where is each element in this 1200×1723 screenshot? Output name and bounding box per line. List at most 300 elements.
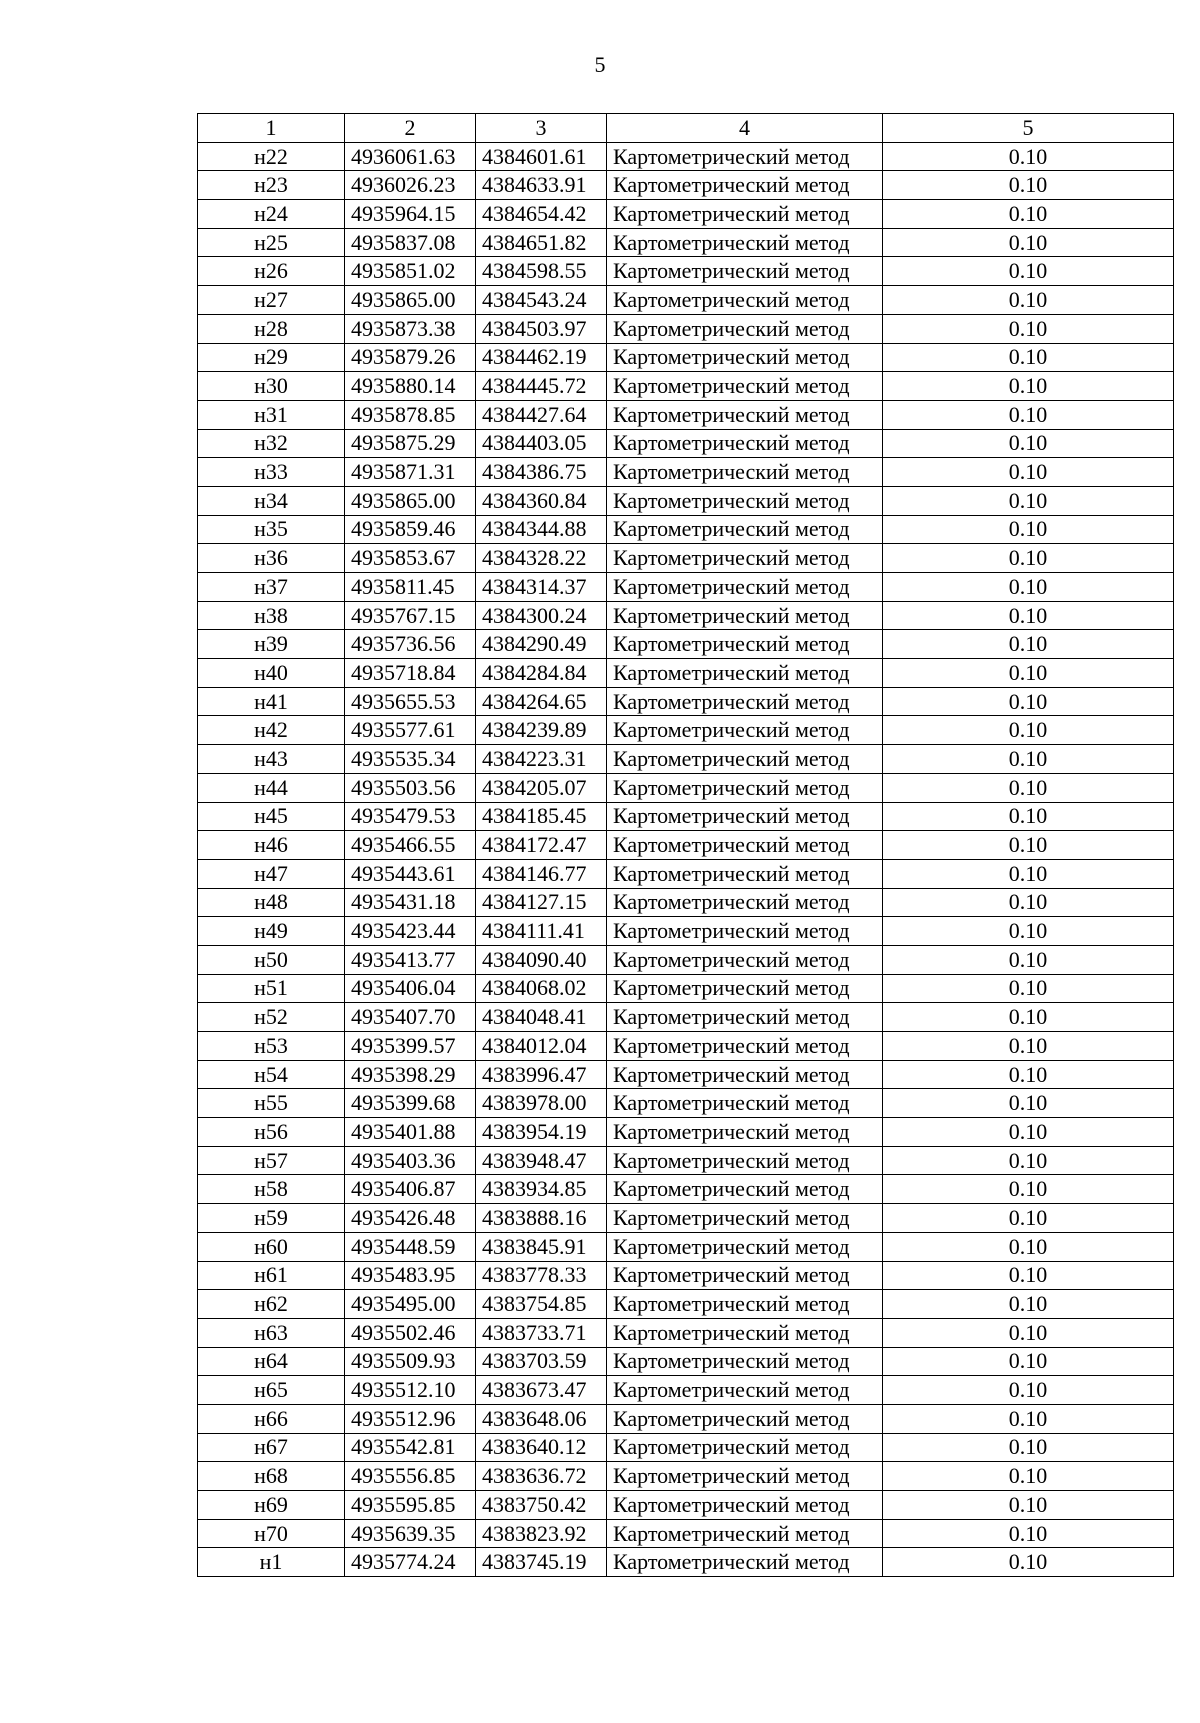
x-coordinate-cell: 4935443.61	[345, 859, 476, 888]
y-coordinate-cell: 4383754.85	[476, 1290, 607, 1319]
y-coordinate-cell: 4384223.31	[476, 745, 607, 774]
method-cell: Картометрический метод	[607, 142, 883, 171]
x-coordinate-cell: 4935448.59	[345, 1232, 476, 1261]
point-name-cell: н29	[198, 343, 345, 372]
y-coordinate-cell: 4384598.55	[476, 257, 607, 286]
point-name-cell: н59	[198, 1204, 345, 1233]
table-row	[198, 1003, 1174, 1032]
point-name-cell: н24	[198, 200, 345, 229]
point-name-cell: н60	[198, 1232, 345, 1261]
method-cell: Картометрический метод	[607, 1089, 883, 1118]
point-name-cell: н61	[198, 1261, 345, 1290]
table-row	[198, 544, 1174, 573]
method-cell: Картометрический метод	[607, 974, 883, 1003]
x-coordinate-cell: 4935406.87	[345, 1175, 476, 1204]
y-coordinate-cell: 4383996.47	[476, 1060, 607, 1089]
x-coordinate-cell: 4935509.93	[345, 1347, 476, 1376]
x-coordinate-cell: 4935577.61	[345, 716, 476, 745]
point-name-cell: н64	[198, 1347, 345, 1376]
accuracy-cell: 0.10	[883, 716, 1174, 745]
table-row	[198, 1433, 1174, 1462]
point-name-cell: н49	[198, 917, 345, 946]
x-coordinate-cell: 4935535.34	[345, 745, 476, 774]
x-coordinate-cell: 4935503.56	[345, 773, 476, 802]
point-name-cell: н25	[198, 228, 345, 257]
method-cell: Картометрический метод	[607, 1003, 883, 1032]
x-coordinate-cell: 4936061.63	[345, 142, 476, 171]
point-name-cell: н63	[198, 1318, 345, 1347]
accuracy-cell: 0.10	[883, 1118, 1174, 1147]
y-coordinate-cell: 4384328.22	[476, 544, 607, 573]
point-name-cell: н55	[198, 1089, 345, 1118]
y-coordinate-cell: 4384012.04	[476, 1032, 607, 1061]
column-header: 1	[198, 114, 345, 143]
method-cell: Картометрический метод	[607, 859, 883, 888]
accuracy-cell: 0.10	[883, 859, 1174, 888]
y-coordinate-cell: 4384503.97	[476, 314, 607, 343]
y-coordinate-cell: 4384300.24	[476, 601, 607, 630]
method-cell: Картометрический метод	[607, 228, 883, 257]
x-coordinate-cell: 4935413.77	[345, 945, 476, 974]
table-row	[198, 1290, 1174, 1319]
x-coordinate-cell: 4935880.14	[345, 372, 476, 401]
accuracy-cell: 0.10	[883, 1146, 1174, 1175]
x-coordinate-cell: 4935736.56	[345, 630, 476, 659]
x-coordinate-cell: 4935495.00	[345, 1290, 476, 1319]
x-coordinate-cell: 4935542.81	[345, 1433, 476, 1462]
method-cell: Картометрический метод	[607, 945, 883, 974]
table-row	[198, 1491, 1174, 1520]
method-cell: Картометрический метод	[607, 1290, 883, 1319]
method-cell: Картометрический метод	[607, 745, 883, 774]
x-coordinate-cell: 4935407.70	[345, 1003, 476, 1032]
column-header: 2	[345, 114, 476, 143]
table-row	[198, 429, 1174, 458]
column-header: 5	[883, 114, 1174, 143]
method-cell: Картометрический метод	[607, 802, 883, 831]
method-cell: Картометрический метод	[607, 1491, 883, 1520]
point-name-cell: н28	[198, 314, 345, 343]
accuracy-cell: 0.10	[883, 1462, 1174, 1491]
x-coordinate-cell: 4935466.55	[345, 831, 476, 860]
accuracy-cell: 0.10	[883, 773, 1174, 802]
accuracy-cell: 0.10	[883, 1089, 1174, 1118]
y-coordinate-cell: 4384654.42	[476, 200, 607, 229]
y-coordinate-cell: 4384048.41	[476, 1003, 607, 1032]
point-name-cell: н69	[198, 1491, 345, 1520]
table-row	[198, 1376, 1174, 1405]
table-row	[198, 1232, 1174, 1261]
accuracy-cell: 0.10	[883, 1491, 1174, 1520]
table-row	[198, 314, 1174, 343]
accuracy-cell: 0.10	[883, 1347, 1174, 1376]
method-cell: Картометрический метод	[607, 716, 883, 745]
x-coordinate-cell: 4935556.85	[345, 1462, 476, 1491]
y-coordinate-cell: 4384264.65	[476, 687, 607, 716]
x-coordinate-cell: 4935718.84	[345, 659, 476, 688]
accuracy-cell: 0.10	[883, 1003, 1174, 1032]
point-name-cell: н51	[198, 974, 345, 1003]
table-row	[198, 687, 1174, 716]
x-coordinate-cell: 4935399.68	[345, 1089, 476, 1118]
y-coordinate-cell: 4383888.16	[476, 1204, 607, 1233]
accuracy-cell: 0.10	[883, 171, 1174, 200]
method-cell: Картометрический метод	[607, 544, 883, 573]
accuracy-cell: 0.10	[883, 1060, 1174, 1089]
point-name-cell: н48	[198, 888, 345, 917]
y-coordinate-cell: 4384427.64	[476, 400, 607, 429]
table-row	[198, 1462, 1174, 1491]
x-coordinate-cell: 4935398.29	[345, 1060, 476, 1089]
page-number: 5	[594, 52, 606, 77]
point-name-cell: н47	[198, 859, 345, 888]
accuracy-cell: 0.10	[883, 228, 1174, 257]
method-cell: Картометрический метод	[607, 486, 883, 515]
x-coordinate-cell: 4935479.53	[345, 802, 476, 831]
method-cell: Картометрический метод	[607, 1548, 883, 1577]
accuracy-cell: 0.10	[883, 286, 1174, 315]
y-coordinate-cell: 4384651.82	[476, 228, 607, 257]
accuracy-cell: 0.10	[883, 1290, 1174, 1319]
table-row	[198, 1204, 1174, 1233]
column-header: 3	[476, 114, 607, 143]
table-row	[198, 573, 1174, 602]
table-row	[198, 802, 1174, 831]
y-coordinate-cell: 4384146.77	[476, 859, 607, 888]
x-coordinate-cell: 4935502.46	[345, 1318, 476, 1347]
y-coordinate-cell: 4384172.47	[476, 831, 607, 860]
table-row	[198, 745, 1174, 774]
point-name-cell: н53	[198, 1032, 345, 1061]
y-coordinate-cell: 4383745.19	[476, 1548, 607, 1577]
point-name-cell: н43	[198, 745, 345, 774]
accuracy-cell: 0.10	[883, 888, 1174, 917]
y-coordinate-cell: 4384633.91	[476, 171, 607, 200]
table-row	[198, 171, 1174, 200]
method-cell: Картометрический метод	[607, 1032, 883, 1061]
x-coordinate-cell: 4935595.85	[345, 1491, 476, 1520]
table-row	[198, 1404, 1174, 1433]
y-coordinate-cell: 4384543.24	[476, 286, 607, 315]
accuracy-cell: 0.10	[883, 458, 1174, 487]
x-coordinate-cell: 4935399.57	[345, 1032, 476, 1061]
x-coordinate-cell: 4935865.00	[345, 486, 476, 515]
method-cell: Картометрический метод	[607, 343, 883, 372]
method-cell: Картометрический метод	[607, 659, 883, 688]
point-name-cell: н38	[198, 601, 345, 630]
point-name-cell: н66	[198, 1404, 345, 1433]
accuracy-cell: 0.10	[883, 142, 1174, 171]
x-coordinate-cell: 4935964.15	[345, 200, 476, 229]
table-row	[198, 257, 1174, 286]
table-row	[198, 1318, 1174, 1347]
y-coordinate-cell: 4384284.84	[476, 659, 607, 688]
point-name-cell: н36	[198, 544, 345, 573]
y-coordinate-cell: 4383648.06	[476, 1404, 607, 1433]
method-cell: Картометрический метод	[607, 1261, 883, 1290]
method-cell: Картометрический метод	[607, 687, 883, 716]
x-coordinate-cell: 4935774.24	[345, 1548, 476, 1577]
table-row	[198, 659, 1174, 688]
method-cell: Картометрический метод	[607, 1118, 883, 1147]
method-cell: Картометрический метод	[607, 1462, 883, 1491]
y-coordinate-cell: 4383823.92	[476, 1519, 607, 1548]
point-name-cell: н67	[198, 1433, 345, 1462]
point-name-cell: н42	[198, 716, 345, 745]
accuracy-cell: 0.10	[883, 544, 1174, 573]
point-name-cell: н31	[198, 400, 345, 429]
y-coordinate-cell: 4384290.49	[476, 630, 607, 659]
table-row	[198, 773, 1174, 802]
table-row	[198, 1118, 1174, 1147]
method-cell: Картометрический метод	[607, 400, 883, 429]
x-coordinate-cell: 4935426.48	[345, 1204, 476, 1233]
accuracy-cell: 0.10	[883, 400, 1174, 429]
method-cell: Картометрический метод	[607, 1060, 883, 1089]
y-coordinate-cell: 4383978.00	[476, 1089, 607, 1118]
accuracy-cell: 0.10	[883, 601, 1174, 630]
point-name-cell: н52	[198, 1003, 345, 1032]
y-coordinate-cell: 4384185.45	[476, 802, 607, 831]
y-coordinate-cell: 4384090.40	[476, 945, 607, 974]
y-coordinate-cell: 4383934.85	[476, 1175, 607, 1204]
point-name-cell: н30	[198, 372, 345, 401]
point-name-cell: н27	[198, 286, 345, 315]
method-cell: Картометрический метод	[607, 1347, 883, 1376]
point-name-cell: н50	[198, 945, 345, 974]
table-body	[198, 142, 1174, 1576]
x-coordinate-cell: 4935512.10	[345, 1376, 476, 1405]
accuracy-cell: 0.10	[883, 1376, 1174, 1405]
point-name-cell: н45	[198, 802, 345, 831]
accuracy-cell: 0.10	[883, 372, 1174, 401]
y-coordinate-cell: 4383778.33	[476, 1261, 607, 1290]
y-coordinate-cell: 4384403.05	[476, 429, 607, 458]
accuracy-cell: 0.10	[883, 200, 1174, 229]
table-row	[198, 888, 1174, 917]
table-row	[198, 515, 1174, 544]
table-row	[198, 630, 1174, 659]
table-row	[198, 1032, 1174, 1061]
point-name-cell: н34	[198, 486, 345, 515]
table-row	[198, 1089, 1174, 1118]
x-coordinate-cell: 4935875.29	[345, 429, 476, 458]
coordinates-table	[197, 113, 1174, 1577]
accuracy-cell: 0.10	[883, 1175, 1174, 1204]
accuracy-cell: 0.10	[883, 1519, 1174, 1548]
table-row	[198, 1175, 1174, 1204]
table-row	[198, 400, 1174, 429]
point-name-cell: н56	[198, 1118, 345, 1147]
accuracy-cell: 0.10	[883, 831, 1174, 860]
method-cell: Картометрический метод	[607, 773, 883, 802]
table-row	[198, 1060, 1174, 1089]
method-cell: Картометрический метод	[607, 1433, 883, 1462]
table-row	[198, 601, 1174, 630]
x-coordinate-cell: 4935639.35	[345, 1519, 476, 1548]
point-name-cell: н23	[198, 171, 345, 200]
point-name-cell: н54	[198, 1060, 345, 1089]
point-name-cell: н44	[198, 773, 345, 802]
table-row	[198, 200, 1174, 229]
x-coordinate-cell: 4935871.31	[345, 458, 476, 487]
method-cell: Картометрический метод	[607, 458, 883, 487]
accuracy-cell: 0.10	[883, 1032, 1174, 1061]
y-coordinate-cell: 4384205.07	[476, 773, 607, 802]
x-coordinate-cell: 4935873.38	[345, 314, 476, 343]
table-row	[198, 831, 1174, 860]
point-name-cell: н22	[198, 142, 345, 171]
point-name-cell: н65	[198, 1376, 345, 1405]
point-name-cell: н39	[198, 630, 345, 659]
method-cell: Картометрический метод	[607, 630, 883, 659]
accuracy-cell: 0.10	[883, 486, 1174, 515]
y-coordinate-cell: 4383703.59	[476, 1347, 607, 1376]
method-cell: Картометрический метод	[607, 1404, 883, 1433]
point-name-cell: н41	[198, 687, 345, 716]
table-row	[198, 486, 1174, 515]
accuracy-cell: 0.10	[883, 429, 1174, 458]
x-coordinate-cell: 4935859.46	[345, 515, 476, 544]
method-cell: Картометрический метод	[607, 601, 883, 630]
x-coordinate-cell: 4935401.88	[345, 1118, 476, 1147]
y-coordinate-cell: 4383673.47	[476, 1376, 607, 1405]
point-name-cell: н35	[198, 515, 345, 544]
method-cell: Картометрический метод	[607, 888, 883, 917]
y-coordinate-cell: 4384601.61	[476, 142, 607, 171]
accuracy-cell: 0.10	[883, 314, 1174, 343]
table-row	[198, 286, 1174, 315]
table-row	[198, 1146, 1174, 1175]
point-name-cell: н58	[198, 1175, 345, 1204]
point-name-cell: н57	[198, 1146, 345, 1175]
method-cell: Картометрический метод	[607, 200, 883, 229]
table-row	[198, 1261, 1174, 1290]
method-cell: Картометрический метод	[607, 831, 883, 860]
x-coordinate-cell: 4936026.23	[345, 171, 476, 200]
method-cell: Картометрический метод	[607, 1204, 883, 1233]
y-coordinate-cell: 4384127.15	[476, 888, 607, 917]
accuracy-cell: 0.10	[883, 515, 1174, 544]
point-name-cell: н1	[198, 1548, 345, 1577]
table-row	[198, 716, 1174, 745]
point-name-cell: н68	[198, 1462, 345, 1491]
y-coordinate-cell: 4383640.12	[476, 1433, 607, 1462]
method-cell: Картометрический метод	[607, 1175, 883, 1204]
table-row	[198, 1347, 1174, 1376]
point-name-cell: н32	[198, 429, 345, 458]
table-row	[198, 458, 1174, 487]
table-row	[198, 343, 1174, 372]
point-name-cell: н40	[198, 659, 345, 688]
point-name-cell: н33	[198, 458, 345, 487]
accuracy-cell: 0.10	[883, 974, 1174, 1003]
accuracy-cell: 0.10	[883, 1318, 1174, 1347]
point-name-cell: н62	[198, 1290, 345, 1319]
x-coordinate-cell: 4935879.26	[345, 343, 476, 372]
method-cell: Картометрический метод	[607, 1318, 883, 1347]
accuracy-cell: 0.10	[883, 573, 1174, 602]
table-row	[198, 142, 1174, 171]
method-cell: Картометрический метод	[607, 1232, 883, 1261]
method-cell: Картометрический метод	[607, 1146, 883, 1175]
y-coordinate-cell: 4383636.72	[476, 1462, 607, 1491]
accuracy-cell: 0.10	[883, 257, 1174, 286]
x-coordinate-cell: 4935512.96	[345, 1404, 476, 1433]
table-row	[198, 859, 1174, 888]
y-coordinate-cell: 4384314.37	[476, 573, 607, 602]
y-coordinate-cell: 4384386.75	[476, 458, 607, 487]
y-coordinate-cell: 4383845.91	[476, 1232, 607, 1261]
x-coordinate-cell: 4935837.08	[345, 228, 476, 257]
table-row	[198, 917, 1174, 946]
table-row	[198, 1548, 1174, 1577]
y-coordinate-cell: 4384462.19	[476, 343, 607, 372]
x-coordinate-cell: 4935403.36	[345, 1146, 476, 1175]
method-cell: Картометрический метод	[607, 257, 883, 286]
method-cell: Картометрический метод	[607, 372, 883, 401]
x-coordinate-cell: 4935853.67	[345, 544, 476, 573]
method-cell: Картометрический метод	[607, 429, 883, 458]
accuracy-cell: 0.10	[883, 1433, 1174, 1462]
table-row	[198, 228, 1174, 257]
x-coordinate-cell: 4935483.95	[345, 1261, 476, 1290]
method-cell: Картометрический метод	[607, 573, 883, 602]
accuracy-cell: 0.10	[883, 1232, 1174, 1261]
x-coordinate-cell: 4935767.15	[345, 601, 476, 630]
table-row	[198, 945, 1174, 974]
accuracy-cell: 0.10	[883, 630, 1174, 659]
y-coordinate-cell: 4384344.88	[476, 515, 607, 544]
accuracy-cell: 0.10	[883, 945, 1174, 974]
method-cell: Картометрический метод	[607, 917, 883, 946]
method-cell: Картометрический метод	[607, 1376, 883, 1405]
accuracy-cell: 0.10	[883, 1548, 1174, 1577]
method-cell: Картометрический метод	[607, 1519, 883, 1548]
y-coordinate-cell: 4383733.71	[476, 1318, 607, 1347]
accuracy-cell: 0.10	[883, 687, 1174, 716]
method-cell: Картометрический метод	[607, 314, 883, 343]
table-row	[198, 974, 1174, 1003]
accuracy-cell: 0.10	[883, 917, 1174, 946]
x-coordinate-cell: 4935406.04	[345, 974, 476, 1003]
y-coordinate-cell: 4383948.47	[476, 1146, 607, 1175]
x-coordinate-cell: 4935423.44	[345, 917, 476, 946]
point-name-cell: н46	[198, 831, 345, 860]
accuracy-cell: 0.10	[883, 802, 1174, 831]
header-row	[198, 114, 1174, 143]
y-coordinate-cell: 4384239.89	[476, 716, 607, 745]
accuracy-cell: 0.10	[883, 1204, 1174, 1233]
x-coordinate-cell: 4935655.53	[345, 687, 476, 716]
x-coordinate-cell: 4935851.02	[345, 257, 476, 286]
x-coordinate-cell: 4935865.00	[345, 286, 476, 315]
table-row	[198, 1519, 1174, 1548]
point-name-cell: н37	[198, 573, 345, 602]
column-header: 4	[607, 114, 883, 143]
accuracy-cell: 0.10	[883, 745, 1174, 774]
x-coordinate-cell: 4935811.45	[345, 573, 476, 602]
table-row	[198, 372, 1174, 401]
x-coordinate-cell: 4935878.85	[345, 400, 476, 429]
method-cell: Картометрический метод	[607, 171, 883, 200]
accuracy-cell: 0.10	[883, 659, 1174, 688]
y-coordinate-cell: 4384111.41	[476, 917, 607, 946]
point-name-cell: н26	[198, 257, 345, 286]
accuracy-cell: 0.10	[883, 343, 1174, 372]
y-coordinate-cell: 4383954.19	[476, 1118, 607, 1147]
y-coordinate-cell: 4384445.72	[476, 372, 607, 401]
